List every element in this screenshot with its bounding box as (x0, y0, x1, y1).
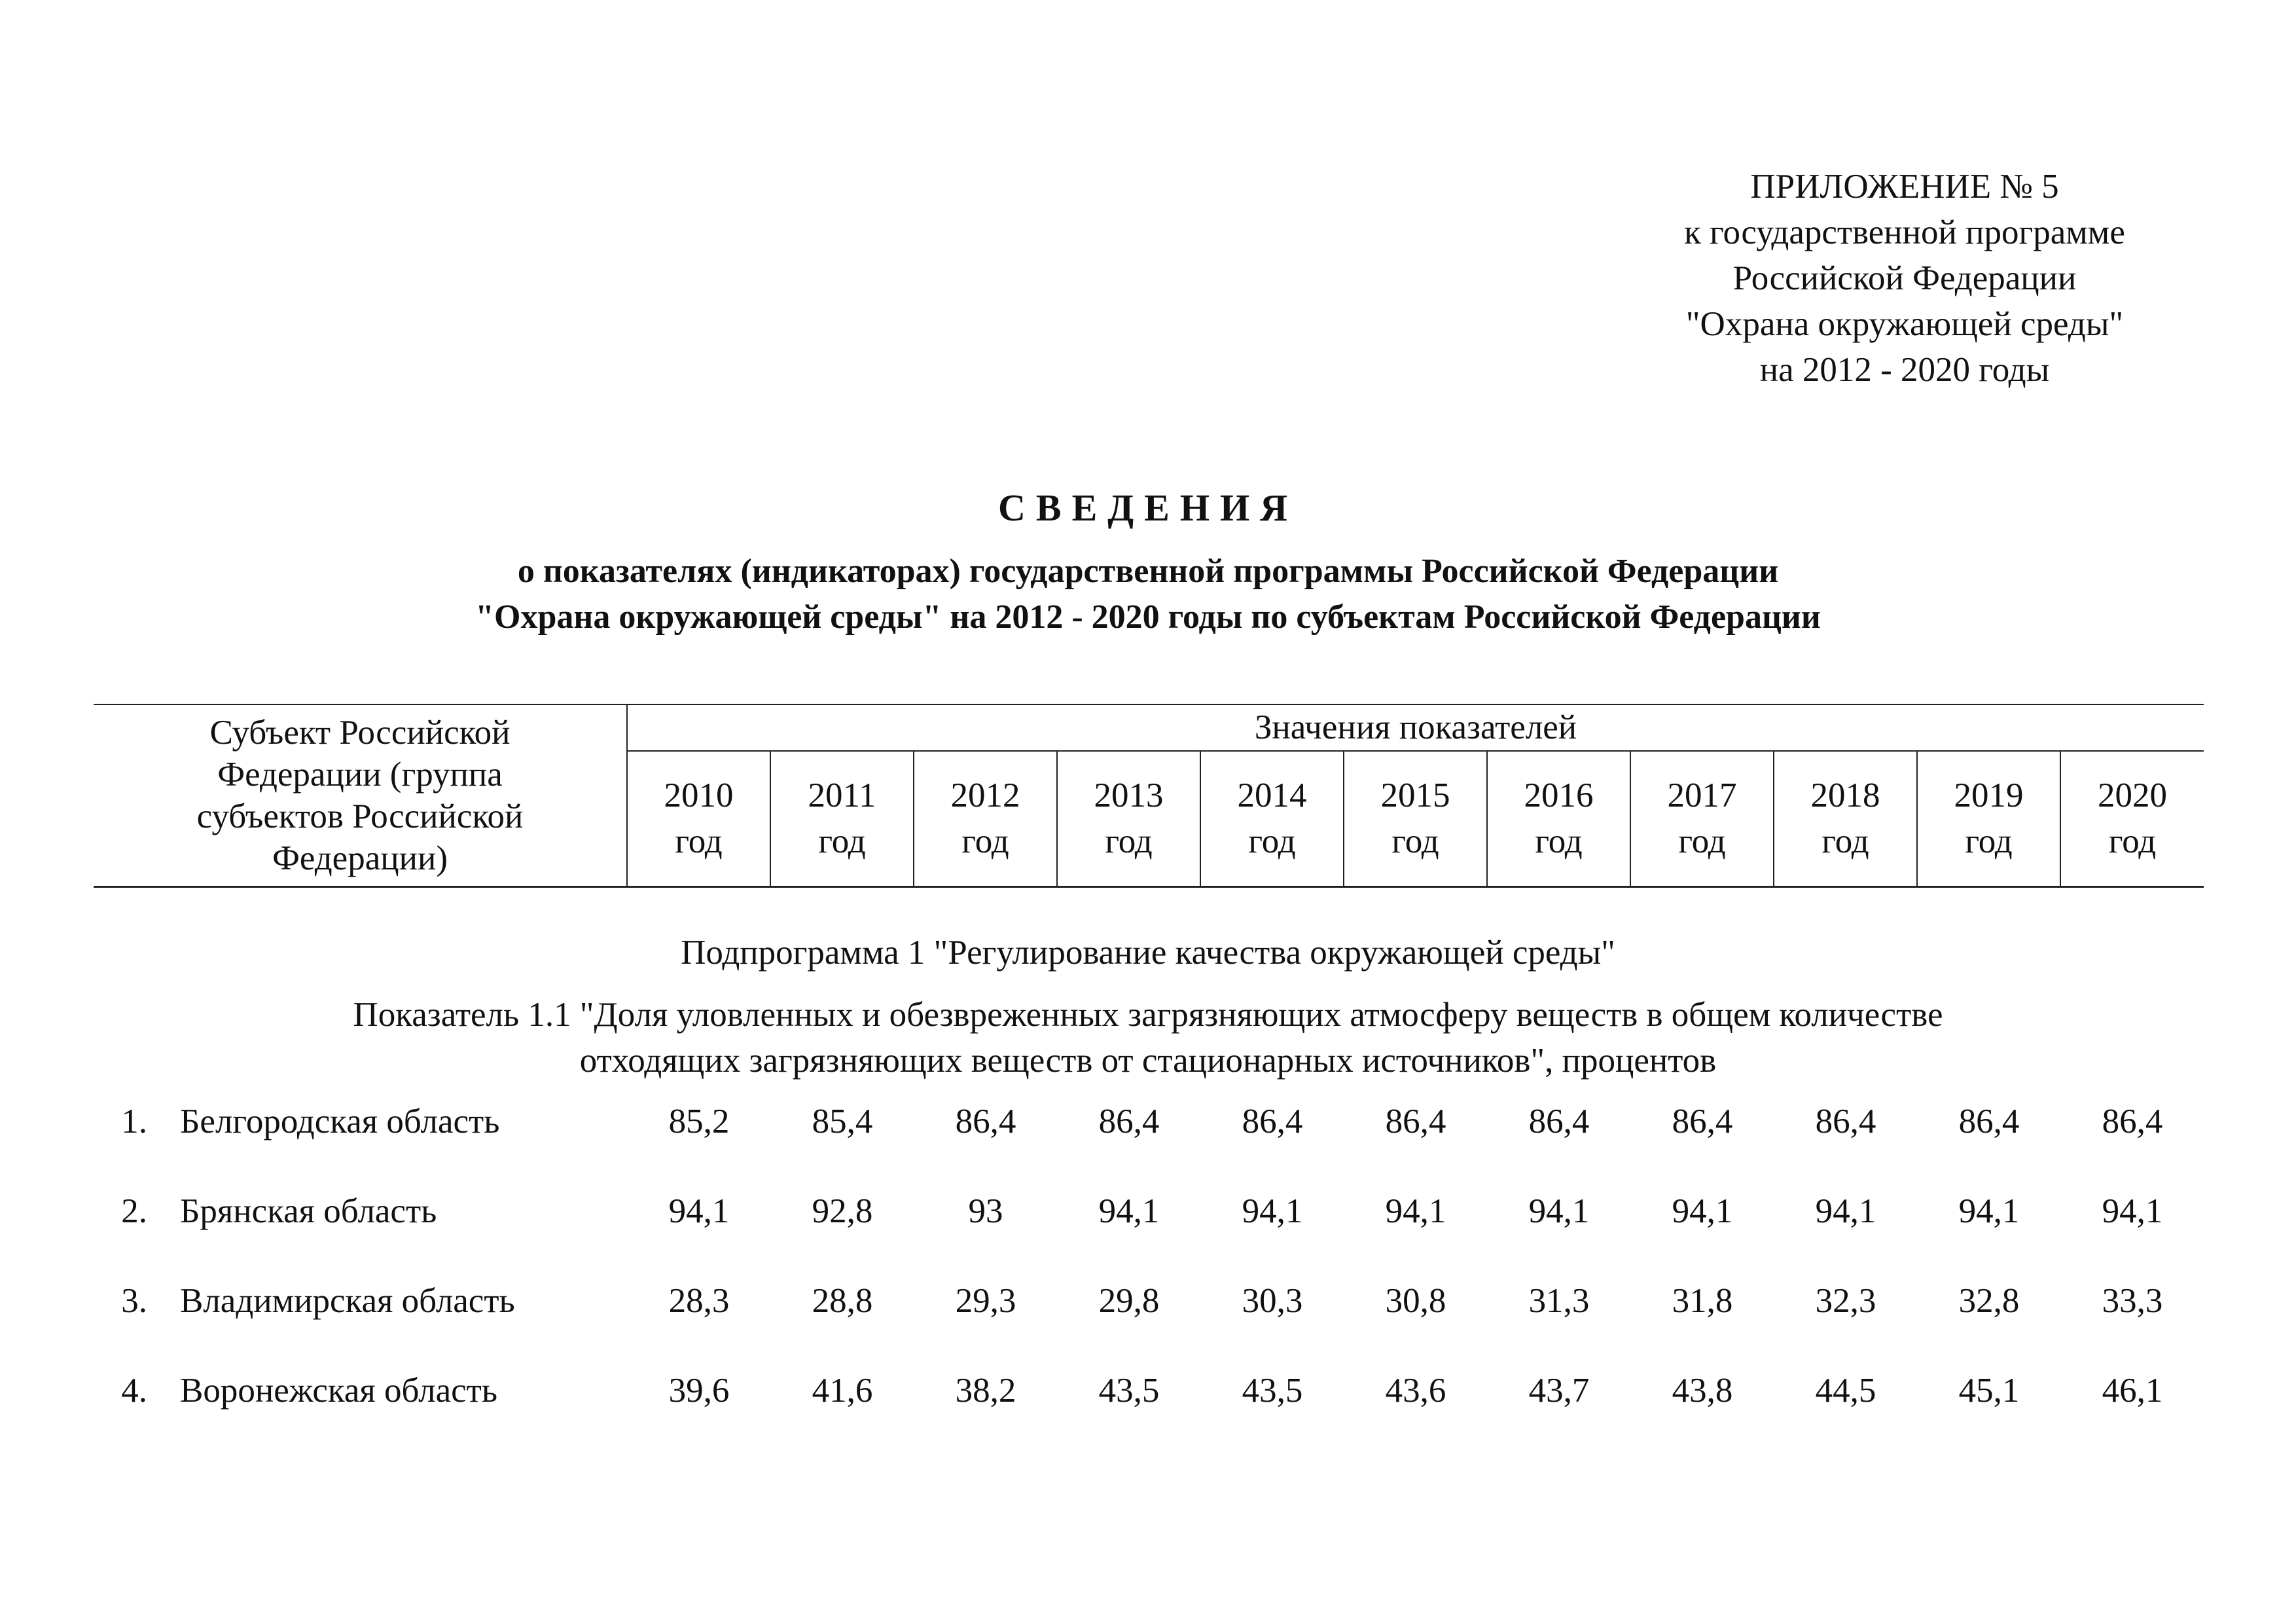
row-value: 92,8 (812, 1192, 873, 1230)
table-row (0, 1368, 2296, 1413)
header-year-2014 (1200, 751, 1344, 887)
row-value: 29,3 (955, 1282, 1016, 1320)
header-subject-line: Субъект Российской (209, 714, 511, 752)
row-value: 94,1 (1672, 1192, 1733, 1230)
header-year-number: 2016 (1524, 776, 1594, 815)
header-year-unit: год (1535, 822, 1583, 861)
row-value: 94,1 (668, 1192, 730, 1230)
header-year-2018 (1774, 751, 1917, 887)
header-year-2016 (1487, 751, 1630, 887)
row-value: 30,8 (1385, 1282, 1446, 1320)
row-value: 33,3 (2102, 1282, 2163, 1320)
row-value: 44,5 (1815, 1372, 1876, 1410)
appendix-number: ПРИЛОЖЕНИЕ № 5 (1750, 168, 2059, 206)
row-value: 86,4 (1672, 1103, 1733, 1140)
row-value: 93 (968, 1192, 1003, 1230)
row-value: 94,1 (1385, 1192, 1446, 1230)
header-year-unit: год (675, 822, 723, 861)
header-year-2017 (1630, 751, 1774, 887)
header-year-number: 2019 (1954, 776, 2024, 815)
row-region-name: Белгородская область (180, 1103, 500, 1140)
header-year-2013 (1057, 751, 1200, 887)
row-region-name: Брянская область (180, 1192, 437, 1230)
row-value: 85,4 (812, 1103, 873, 1140)
header-subject-line: субъектов Российской (196, 797, 524, 835)
row-value: 86,4 (1528, 1103, 1590, 1140)
header-year-number: 2013 (1094, 776, 1164, 815)
row-value: 86,4 (955, 1103, 1016, 1140)
row-value: 86,4 (1098, 1103, 1160, 1140)
subprogram-title: Подпрограмма 1 "Регулирование качества окружающей среды" (681, 934, 1615, 972)
indicator-title-line1: Показатель 1.1 "Доля уловленных и обезвреженных загрязняющих атмосферу веществ в общем количестве (353, 996, 1943, 1034)
header-year-number: 2017 (1667, 776, 1737, 815)
row-value: 45,1 (1958, 1372, 2020, 1410)
row-number: 1. (121, 1103, 147, 1140)
row-value: 94,1 (1528, 1192, 1590, 1230)
row-value: 86,4 (1385, 1103, 1446, 1140)
row-region-name: Воронежская область (180, 1372, 497, 1410)
header-year-unit: год (1821, 822, 1869, 861)
appendix-line-program: к государственной программе (1684, 213, 2125, 251)
row-value: 86,4 (1958, 1103, 2020, 1140)
header-subject (94, 704, 627, 887)
indicators-table-header (94, 704, 2204, 888)
row-value: 94,1 (2102, 1192, 2163, 1230)
header-year-2012 (914, 751, 1057, 887)
header-year-2011 (770, 751, 914, 887)
document-subtitle-line2: "Охрана окружающей среды" на 2012 - 2020 годы по субъектам Российской Федерации (475, 598, 1821, 636)
header-year-unit: год (1248, 822, 1296, 861)
header-year-number: 2014 (1237, 776, 1307, 815)
row-value: 30,3 (1242, 1282, 1303, 1320)
header-year-unit: год (2108, 822, 2157, 861)
header-year-number: 2015 (1380, 776, 1450, 815)
row-value: 29,8 (1098, 1282, 1160, 1320)
header-year-2010 (627, 751, 770, 887)
header-year-unit: год (818, 822, 866, 861)
header-year-2020 (2060, 751, 2204, 887)
row-value: 86,4 (2102, 1103, 2163, 1140)
row-value: 39,6 (668, 1372, 730, 1410)
document-subtitle-line1: о показателях (индикаторах) государственной программы Российской Федерации (517, 553, 1779, 590)
row-value: 43,8 (1672, 1372, 1733, 1410)
header-subject-line: Федерации) (272, 839, 448, 877)
row-value: 28,8 (812, 1282, 873, 1320)
header-year-unit: год (1965, 822, 2013, 861)
row-value: 41,6 (812, 1372, 873, 1410)
header-year-unit: год (961, 822, 1009, 861)
row-value: 32,8 (1958, 1282, 2020, 1320)
header-year-number: 2011 (808, 776, 876, 815)
row-value: 94,1 (1815, 1192, 1876, 1230)
row-number: 2. (121, 1192, 147, 1230)
header-values-group: Значения показателей (627, 704, 2204, 751)
row-value: 38,2 (955, 1372, 1016, 1410)
row-number: 3. (121, 1282, 147, 1320)
header-year-number: 2012 (950, 776, 1020, 815)
row-value: 31,8 (1672, 1282, 1733, 1320)
row-value: 94,1 (1958, 1192, 2020, 1230)
indicator-title-line2: отходящих загрязняющих веществ от стационарных источников", процентов (579, 1042, 1717, 1080)
row-value: 85,2 (668, 1103, 730, 1140)
table-row (0, 1278, 2296, 1324)
document-title: СВЕДЕНИЯ (998, 486, 1298, 529)
appendix-block (1623, 164, 2186, 393)
row-value: 43,5 (1242, 1372, 1303, 1410)
header-year-unit: год (1678, 822, 1726, 861)
appendix-line-program-name: "Охрана окружающей среды" (1685, 305, 2124, 343)
row-value: 31,3 (1528, 1282, 1590, 1320)
table-row (0, 1188, 2296, 1234)
header-year-2019 (1917, 751, 2060, 887)
row-value: 32,3 (1815, 1282, 1876, 1320)
header-year-unit: год (1391, 822, 1439, 861)
row-number: 4. (121, 1372, 147, 1410)
row-region-name: Владимирская область (180, 1282, 515, 1320)
row-value: 94,1 (1098, 1192, 1160, 1230)
header-year-unit: год (1105, 822, 1153, 861)
row-value: 86,4 (1815, 1103, 1876, 1140)
header-subject-line: Федерации (группа (217, 756, 503, 793)
row-value: 46,1 (2102, 1372, 2163, 1410)
header-year-number: 2018 (1810, 776, 1880, 815)
row-value: 94,1 (1242, 1192, 1303, 1230)
row-value: 43,7 (1528, 1372, 1590, 1410)
appendix-line-federation: Российской Федерации (1732, 259, 2077, 297)
header-year-number: 2010 (664, 776, 734, 815)
row-value: 43,6 (1385, 1372, 1446, 1410)
table-row (0, 1099, 2296, 1144)
appendix-line-years: на 2012 - 2020 годы (1759, 351, 2050, 389)
row-value: 43,5 (1098, 1372, 1160, 1410)
header-year-2015 (1344, 751, 1487, 887)
row-value: 28,3 (668, 1282, 730, 1320)
row-value: 86,4 (1242, 1103, 1303, 1140)
header-year-number: 2020 (2098, 776, 2167, 815)
